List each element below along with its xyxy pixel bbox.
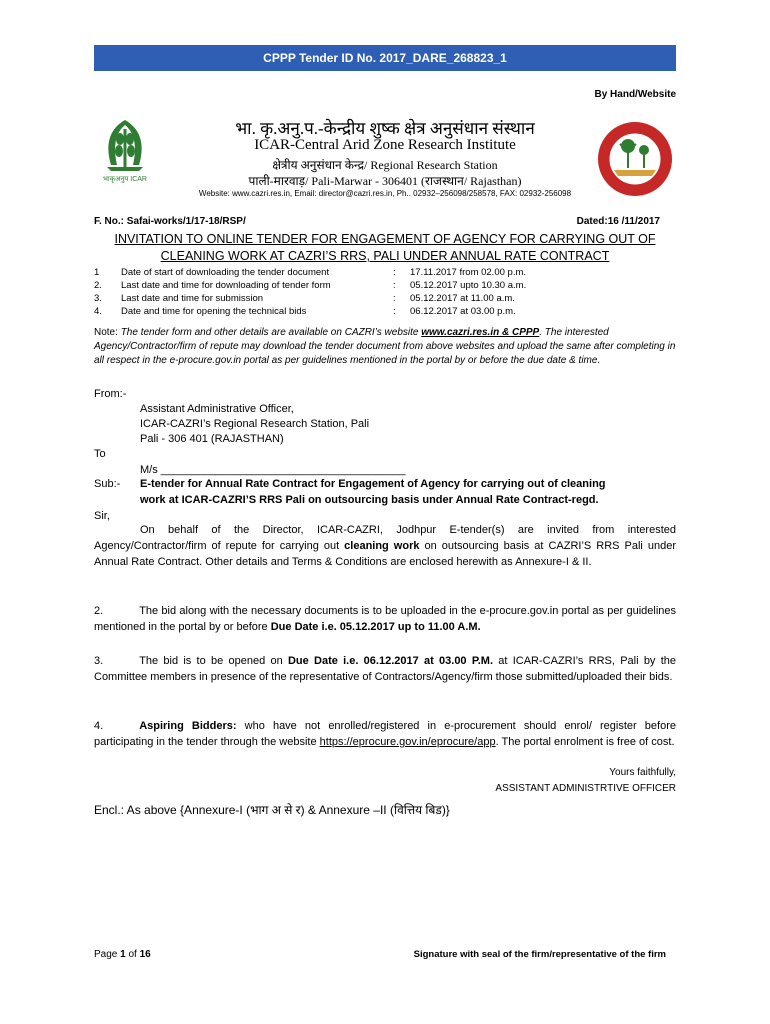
schedule-number: 3.: [94, 293, 102, 304]
signatory-title: ASSISTANT ADMINISTRTIVE OFFICER: [495, 783, 676, 794]
enclosures: Encl.: As above {Annexure-I (भाग अ से र) & Annexure –II (वित्तिय बिड)}: [94, 803, 450, 817]
note-label: Note:: [94, 327, 118, 338]
schedule-row: [94, 279, 664, 292]
from-line3: Pali - 306 401 (RAJASTHAN): [140, 433, 284, 445]
file-number: F. No.: Safai-works/1/17-18/RSP/: [94, 216, 246, 227]
to-label: To: [94, 448, 106, 460]
p4-bold: Aspiring Bidders:: [139, 720, 237, 732]
p3-text: The bid is to be opened on: [139, 655, 283, 667]
page-number: [94, 949, 151, 960]
p1-bold: cleaning work: [344, 540, 420, 552]
p3-text-cont: at ICAR-CAZRI’s RRS, Pali by the Committee members in presence of the representative of Contractors/Agency/firm those submitted/uploaded their bids.: [94, 655, 676, 683]
paragraph-2: [94, 603, 676, 635]
note-text: The tender form and other details are available on CAZRI’s website: [120, 327, 419, 338]
regional-station: क्षेत्रीय अनुसंधान केन्द्र/ Regional Research Station: [272, 158, 498, 172]
paragraph-1: [94, 522, 676, 570]
total-pages: 16: [139, 949, 151, 960]
current-page: 1: [120, 949, 126, 960]
salutation: Sir,: [94, 510, 110, 522]
paragraph-3: [94, 653, 676, 685]
document-title-line1: INVITATION TO ONLINE TENDER FOR ENGAGEMENT OF AGENCY FOR CARRYING OUT OF: [114, 232, 656, 246]
p3-due-date: Due Date i.e. 06.12.2017 at 03.00 P.M.: [287, 655, 494, 667]
subject-line2: work at ICAR-CAZRI’S RRS Pali on outsourcing basis under Annual Rate Contract-regd.: [140, 494, 599, 506]
schedule-value: 06.12.2017 at 03.00 p.m.: [410, 306, 516, 317]
contact-info: Website: www.cazri.res.in, Email: director@cazri.res.in, Ph.. 02932–256098/258578, FAX: 02932-256098: [198, 189, 572, 198]
yours-faithfully: Yours faithfully,: [609, 767, 676, 778]
eprocure-link[interactable]: https://eprocure.gov.in/eprocure/app: [319, 736, 496, 748]
schedule-colon: :: [393, 293, 396, 304]
from-line2: ICAR-CAZRI’s Regional Research Station, Pali: [140, 418, 370, 430]
schedule-colon: :: [393, 306, 396, 317]
schedule-value: 05.12.2017 upto 10.30 a.m.: [410, 280, 527, 291]
institute-name-hindi: भा. कृ.अनु.प.-केन्द्रीय शुष्क क्षेत्र अनुसंधान संस्थान: [235, 119, 535, 138]
subject-label: Sub:-: [94, 478, 121, 490]
schedule-row: [94, 266, 664, 279]
schedule-description: Date of start of downloading the tender document: [121, 267, 330, 278]
p1-text-cont: on outsourcing basis at CAZRI’S RRS Pali under Annual Rate Contract. Other details and Terms & Conditions are enclosed herewith as Annexure-I & II.: [94, 540, 676, 568]
paragraph-4: [94, 718, 676, 750]
schedule-description: Last date and time for downloading of tender form: [121, 280, 331, 291]
tender-schedule: [94, 266, 664, 318]
p4-number: 4.: [94, 720, 104, 732]
note-text-cont: . The interested Agency/Contractor/firm of repute may download the tender document from above websites and upload the same after completing in all respect in the e-procure.gov.in portal as per guidelines mentioned in the portal by or before the due date & time.: [94, 327, 676, 366]
signature-line: Signature with seal of the firm/representative of the firm: [413, 949, 666, 960]
delivery-mode: By Hand/Website: [594, 89, 676, 100]
from-line1: Assistant Administrative Officer,: [140, 403, 294, 415]
institute-name: ICAR-Central Arid Zone Research Institute: [254, 137, 516, 153]
document-title-line2: CLEANING WORK AT CAZRI’S RRS, PALI UNDER ANNUAL RATE CONTRACT: [160, 249, 610, 263]
date: Dated:16 /11/2017: [576, 216, 660, 227]
from-label: From:-: [94, 388, 127, 400]
p2-text: The bid along with the necessary documents is to be uploaded in the e-procure.gov.in portal as per guidelines mentioned in the portal by or before: [94, 605, 676, 633]
page-of: of: [125, 949, 140, 960]
schedule-colon: :: [393, 267, 396, 278]
p2-due-date: Due Date i.e. 05.12.2017 up to 11.00 A.M.: [270, 621, 481, 633]
schedule-description: Date and time for opening the technical bids: [121, 306, 307, 317]
website-link[interactable]: www.cazri.res.in & CPPP: [421, 327, 540, 338]
subject-line1: E-tender for Annual Rate Contract for Engagement of Agency for carrying out of cleaning: [140, 478, 606, 490]
schedule-colon: :: [393, 280, 396, 291]
p1-text: On behalf of the Director, ICAR-CAZRI, Jodhpur E-tender(s) are invited from interested Agency/Contractor/firm of repute for carrying out: [94, 524, 676, 552]
schedule-number: 1: [94, 267, 100, 278]
address: पाली-मारवाड़/ Pali-Marwar - 306401 (राजस्थान/ Rajasthan): [248, 174, 522, 188]
tender-id-banner: CPPP Tender ID No. 2017_DARE_268823_1: [94, 45, 676, 71]
schedule-number: 2.: [94, 280, 102, 291]
schedule-row: [94, 292, 664, 305]
schedule-number: 4.: [94, 306, 102, 317]
schedule-row: [94, 305, 664, 318]
addressee-line: M/s ________________________________________: [140, 464, 406, 476]
schedule-value: 05.12.2017 at 11.00 a.m.: [410, 293, 515, 304]
icar-logo-text: भाकृअनुप ICAR: [103, 176, 147, 183]
p2-number: 2.: [94, 605, 104, 617]
p4-text: who have not enrolled/registered in e-procurement should enrol/ register before participating in the tender through the website: [94, 720, 676, 748]
p3-number: 3.: [94, 655, 104, 667]
p4-text-cont: . The portal enrolment is free of cost.: [495, 736, 675, 748]
note: [94, 326, 676, 368]
schedule-value: 17.11.2017 from 02.00 p.m.: [410, 267, 527, 278]
page-label: Page: [94, 949, 121, 960]
schedule-description: Last date and time for submission: [121, 293, 264, 304]
